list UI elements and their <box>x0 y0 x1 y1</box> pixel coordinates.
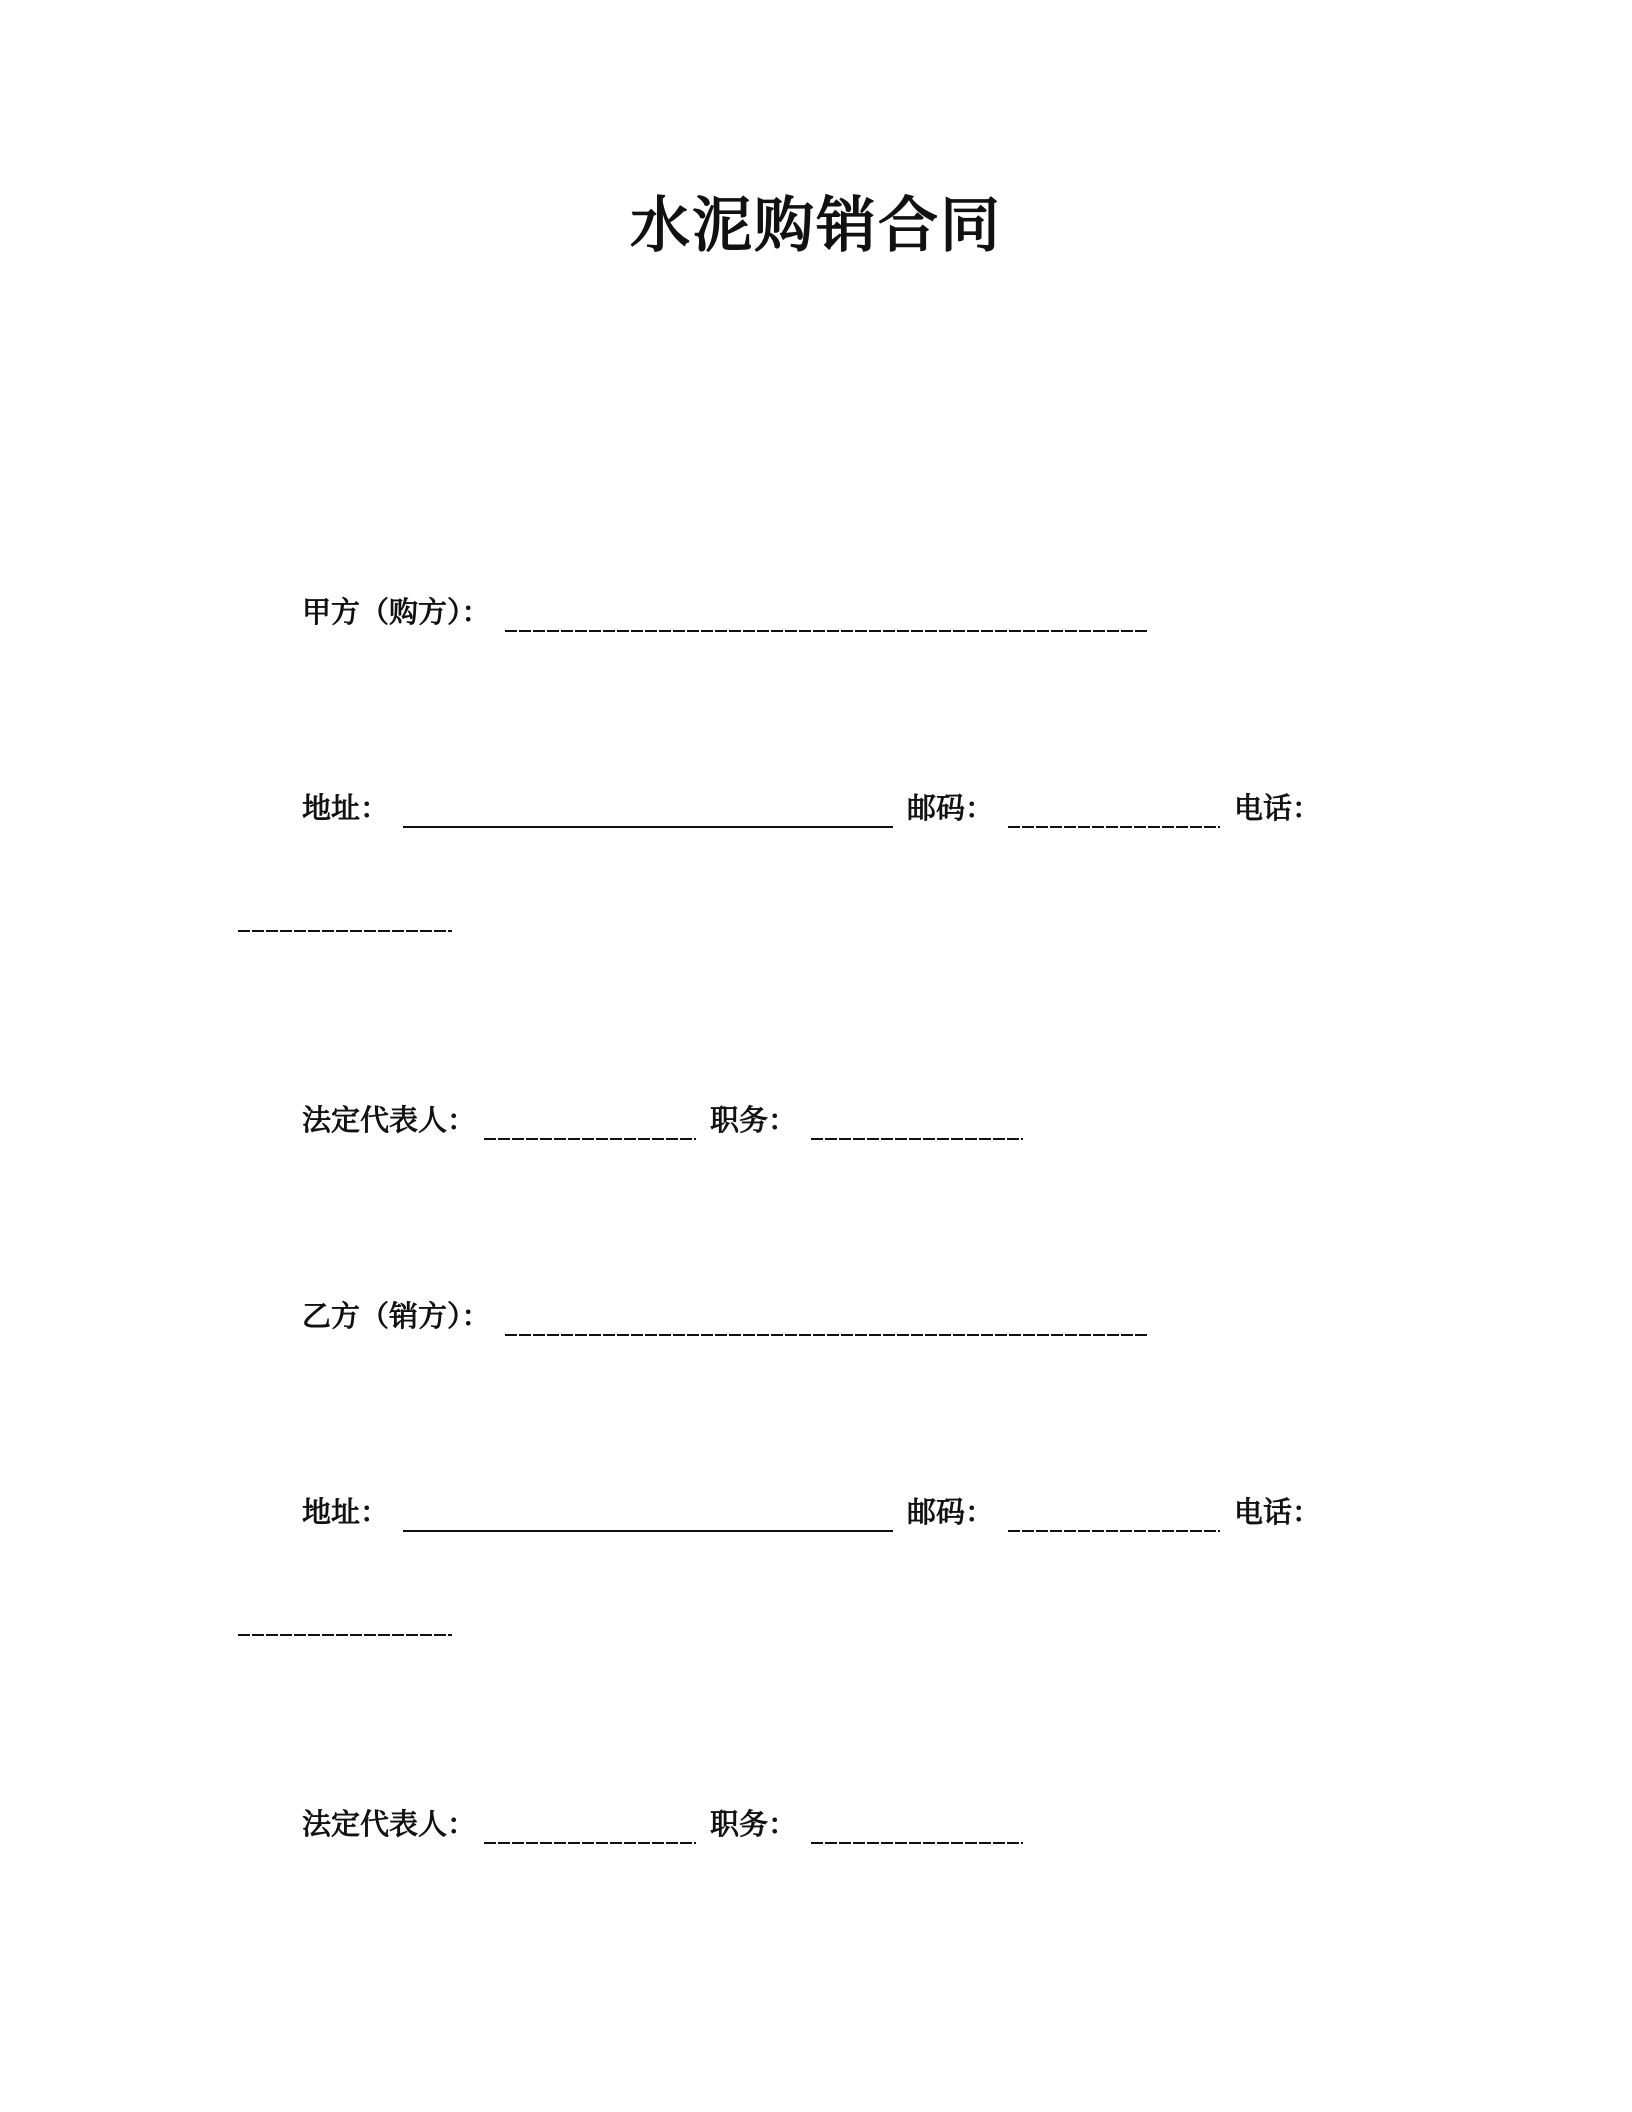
party-b-position-blank[interactable] <box>811 1814 1023 1844</box>
party-a-position-label: 职务： <box>710 1103 798 1137</box>
party-a-postcode-blank[interactable] <box>1008 798 1220 828</box>
party-b-name-blank[interactable] <box>505 1306 1147 1336</box>
document-title: 水泥购销合同 <box>630 191 1002 261</box>
party-a-phone-label: 电话： <box>1234 791 1322 825</box>
party-b-phone-row <box>238 1606 452 1636</box>
party-a-position-blank[interactable] <box>811 1110 1023 1140</box>
party-a-legal-rep-blank[interactable] <box>484 1110 696 1140</box>
party-a-postcode-label: 邮码： <box>907 791 995 825</box>
party-a-phone-blank[interactable] <box>238 902 452 932</box>
party-b-address-label: 地址： <box>302 1495 390 1529</box>
party-b-postcode-blank[interactable] <box>1008 1502 1220 1532</box>
party-a-name-label: 甲方（购方）： <box>302 595 491 629</box>
party-a-address-label: 地址： <box>302 791 390 825</box>
party-a-name-row <box>302 592 1147 632</box>
party-a-legal-rep-label: 法定代表人： <box>302 1103 477 1137</box>
party-a-rep-row <box>302 1100 1023 1140</box>
party-b-phone-blank[interactable] <box>238 1606 452 1636</box>
party-a-name-blank[interactable] <box>505 602 1147 632</box>
party-a-phone-row <box>238 902 452 932</box>
party-b-name-label: 乙方（销方）： <box>302 1299 491 1333</box>
party-b-phone-label: 电话： <box>1234 1495 1322 1529</box>
party-a-address-row <box>302 788 1321 828</box>
party-b-postcode-label: 邮码： <box>907 1495 995 1529</box>
party-b-address-row <box>302 1492 1321 1532</box>
party-b-rep-row <box>302 1804 1023 1844</box>
party-b-address-blank[interactable] <box>403 1500 893 1532</box>
party-b-legal-rep-blank[interactable] <box>484 1814 696 1844</box>
party-b-name-row <box>302 1296 1147 1336</box>
party-b-position-label: 职务： <box>710 1807 798 1841</box>
party-b-legal-rep-label: 法定代表人： <box>302 1807 477 1841</box>
party-a-address-blank[interactable] <box>403 796 893 828</box>
